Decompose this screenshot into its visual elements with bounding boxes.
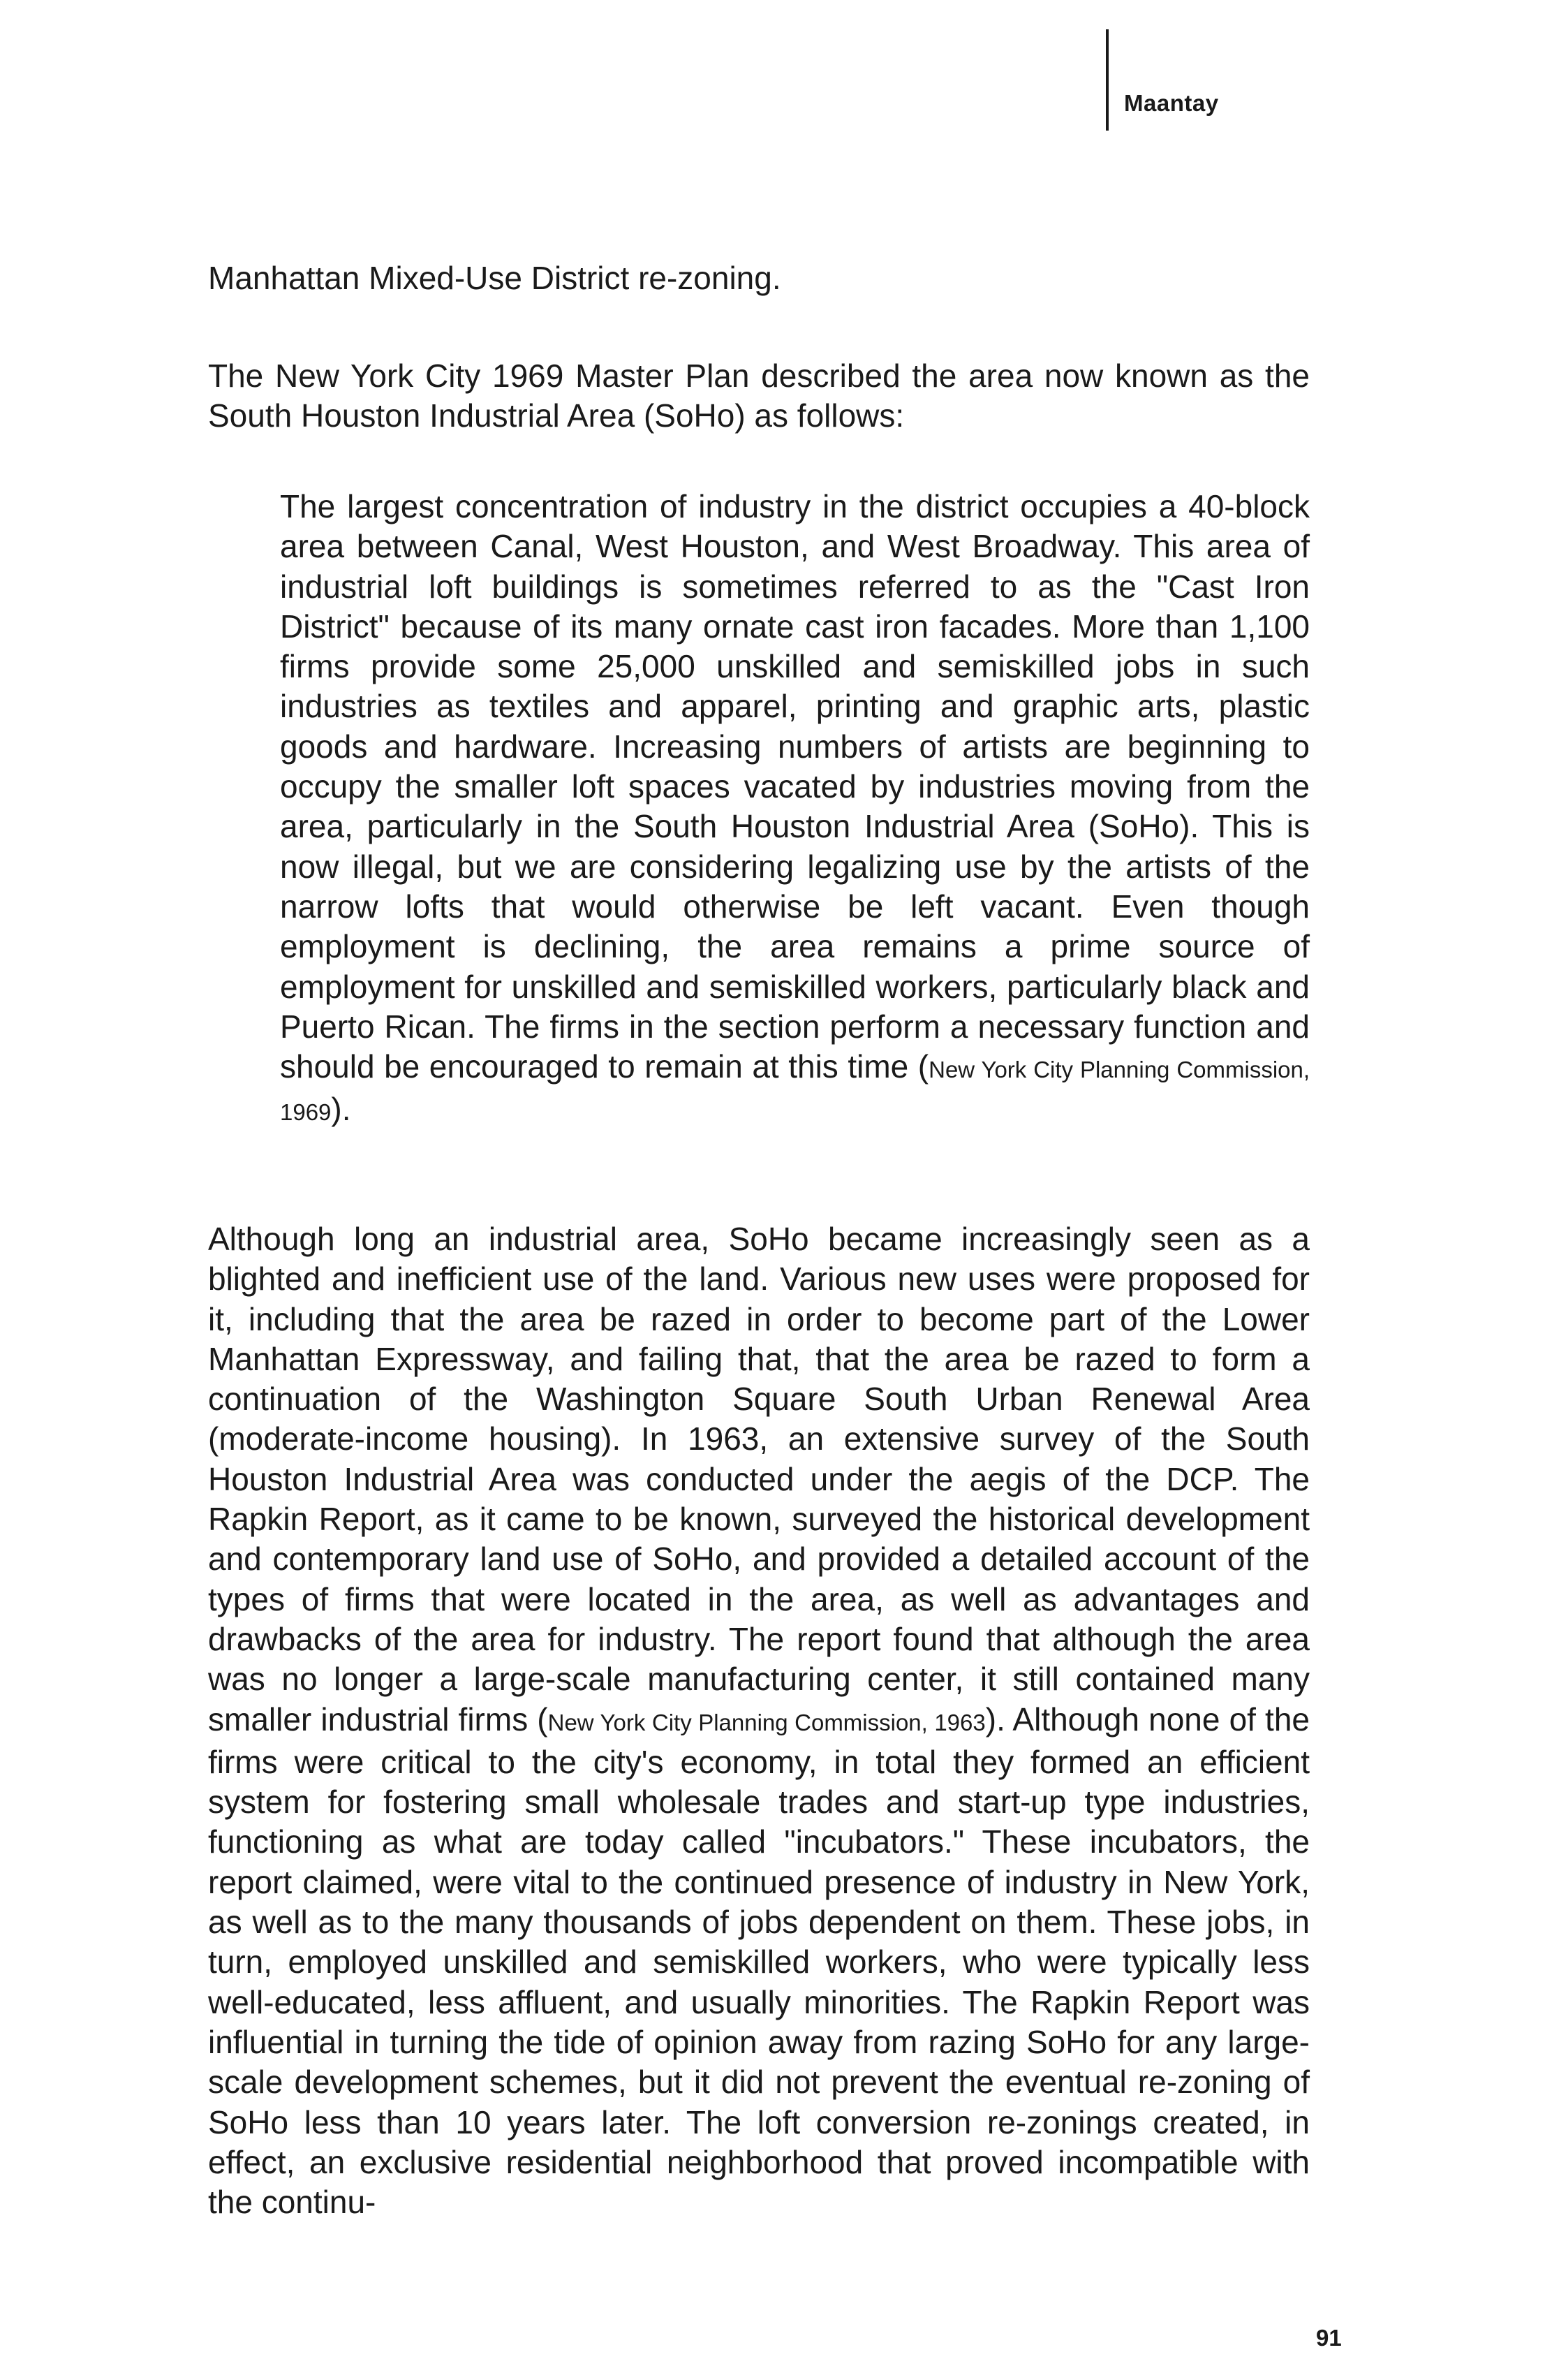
block-quote-citation-open: ( <box>917 1048 929 1085</box>
page-number: 91 <box>1316 2325 1342 2351</box>
block-quote-citation: New York City Planning Commission, 1969 <box>280 1057 1310 1126</box>
body-paragraph-part2: ). Although none of the firms were critical to the city's economy, in total they formed an efficient system for fostering small wholesale trades and start-up type industries, functioning as what are today called "incubators." These incubators, the report claimed, were vital to the continued presence of industry in New York, as well as to the many thousands of jobs dependent on them. These jobs, in turn, employed unskilled and semiskilled workers, who were typically less well-educated, less affluent, and usually minorities. The Rapkin Report was influential in turning the tide of opinion away from razing SoHo for any large-scale development schemes, but it did not prevent the eventual re-zoning of SoHo less than 10 years later. The loft conversion re-zonings created, in effect, an exclusive residential neighborhood that proved incompatible with the continu- <box>208 1700 1310 2221</box>
section-heading-line: Manhattan Mixed-Use District re-zoning. <box>208 260 781 296</box>
block-quote <box>280 487 1310 1133</box>
block-quote-citation-close: ). <box>331 1091 351 1128</box>
running-head: Maantay <box>1124 90 1219 116</box>
block-quote-text: The largest concentration of industry in the district occupies a 40-block area between Canal, West Houston, and West Broadway. This area of industrial loft buildings is sometimes referred to as the "Cast Iron District" because of its many ornate cast iron facades. More than 1,100 firms provide some 25,000 unskilled and semiskilled jobs in such industries as textiles and apparel, printing and graphic arts, plastic goods and hardware. Increasing numbers of artists are beginning to occupy the smaller loft spaces vacated by industries moving from the area, particularly in the South Houston Industrial Area (SoHo). This is now illegal, but we are considering legalizing use by the artists of the narrow lofts that would otherwise be left vacant. Even though employment is declining, the area remains a prime source of employment for unskilled and semiskilled workers, particularly black and Puerto Rican. The firms in the section perform a necessary function and should be encouraged to remain at this time <box>280 488 1310 1085</box>
body-paragraph-part1: Although long an industrial area, SoHo became increasingly seen as a blighted and inefficient use of the land. Various new uses were proposed for it, including that the area be razed in order to become part of the Lower Manhattan Expressway, and failing that, that the area be razed to form a continuation of the Washington Square South Urban Renewal Area (moderate-income housing). In 1963, an extensive survey of the South Houston Industrial Area was conducted under the aegis of the DCP. The Rapkin Report, as it came to be known, surveyed the historical development and contemporary land use of SoHo, and provided a detailed account of the types of firms that were located in the area, as well as advantages and drawbacks of the area for industry. The report found that although the area was no longer a large-scale manufacturing center, it still contained many smaller industrial firms ( <box>208 1221 1310 1738</box>
body-paragraph-citation: New York City Planning Commission, 1963 <box>547 1709 986 1735</box>
header-rule <box>1106 29 1109 131</box>
body-paragraph <box>208 1219 1310 2222</box>
intro-paragraph: The New York City 1969 Master Plan described the area now known as the South Houston Industrial Area (SoHo) as follows: <box>208 358 1310 434</box>
